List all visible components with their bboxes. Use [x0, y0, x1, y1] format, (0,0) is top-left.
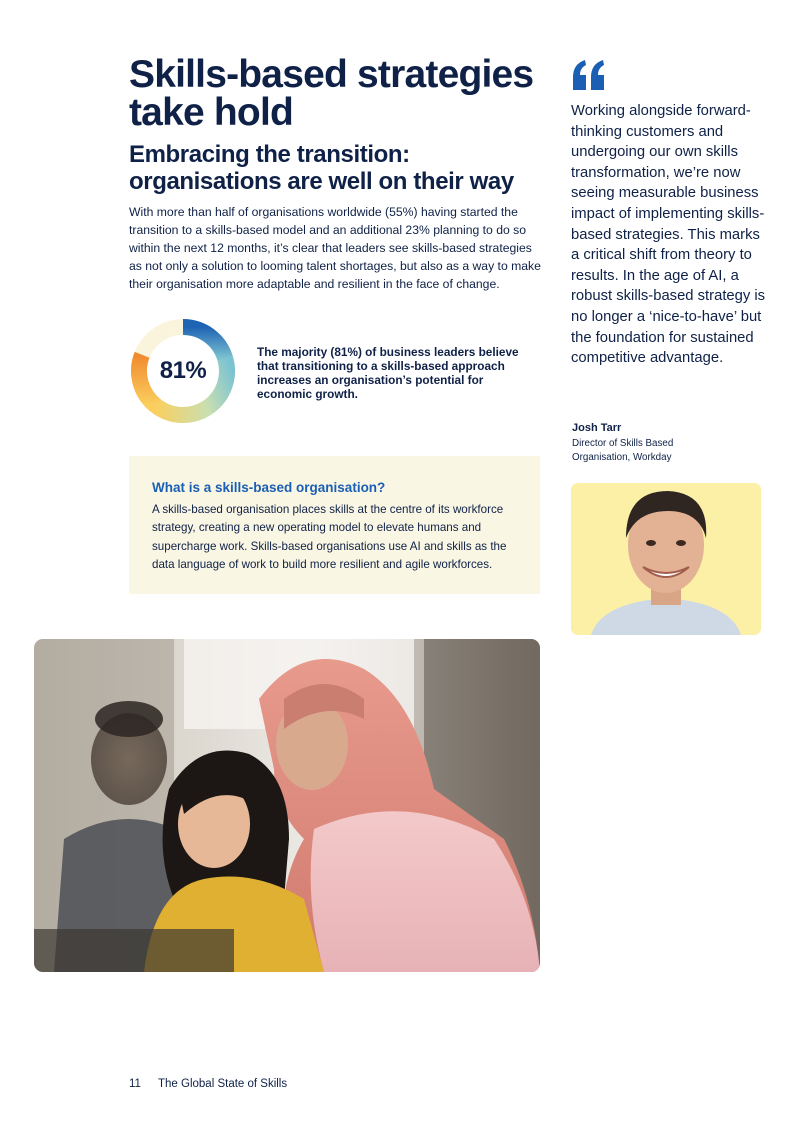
intro-paragraph: With more than half of organisations worldwide (55%) having started the transition to a skills-based model and an additional 23% planning to do so within the next 12 months, it’s clear that leaders see skills-based strategies as not only a solution to looming talent shortages, but also as a way to make their organisation more adaptable and resilient in the face of change.	[129, 205, 541, 291]
callout-body: A skills-based organisation places skills at the centre of its workforce strategy, creating a new operating model to elevate humans and supercharge work. Skills-based organisations use AI and skills as the data language of work to build more resilient and agile workforces.	[152, 503, 507, 571]
page-title	[129, 53, 549, 134]
office-colleagues-photo	[34, 639, 540, 972]
section-subtitle	[129, 141, 549, 195]
section-subtitle-line-1: Embracing the transition:	[129, 141, 410, 168]
stat-description: The majority (81%) of business leaders believe that transitioning to a skills-based approach increases an organisation’s potential for economic growth.	[257, 345, 519, 401]
page-title-line-1: Skills-based strategies	[129, 53, 534, 96]
page-title-line-2: take hold	[129, 91, 293, 134]
quote-author-name: Josh Tarr	[572, 422, 622, 434]
quote-author-role: Director of Skills Based Organisation, Workday	[572, 438, 674, 463]
callout-heading: What is a skills-based organisation?	[152, 480, 386, 495]
page-number: 11	[129, 1078, 141, 1090]
author-portrait	[571, 483, 761, 635]
publication-title: The Global State of Skills	[158, 1078, 288, 1090]
testimonial-quote: Working alongside forward-thinking customers and undergoing our own skills transformation, we’re now seeing measurable business impact of implementing skills-based strategies. This marks a critical shift from theory to results. In the age of AI, a robust skills-based strategy is no longer a ‘nice-to-have’ but the foundation for sustained competitive advantage.	[571, 103, 766, 367]
section-subtitle-line-2: organisations are well on their way	[129, 168, 514, 195]
quote-open-icon	[571, 60, 607, 92]
stat-value: 81%	[159, 357, 207, 384]
